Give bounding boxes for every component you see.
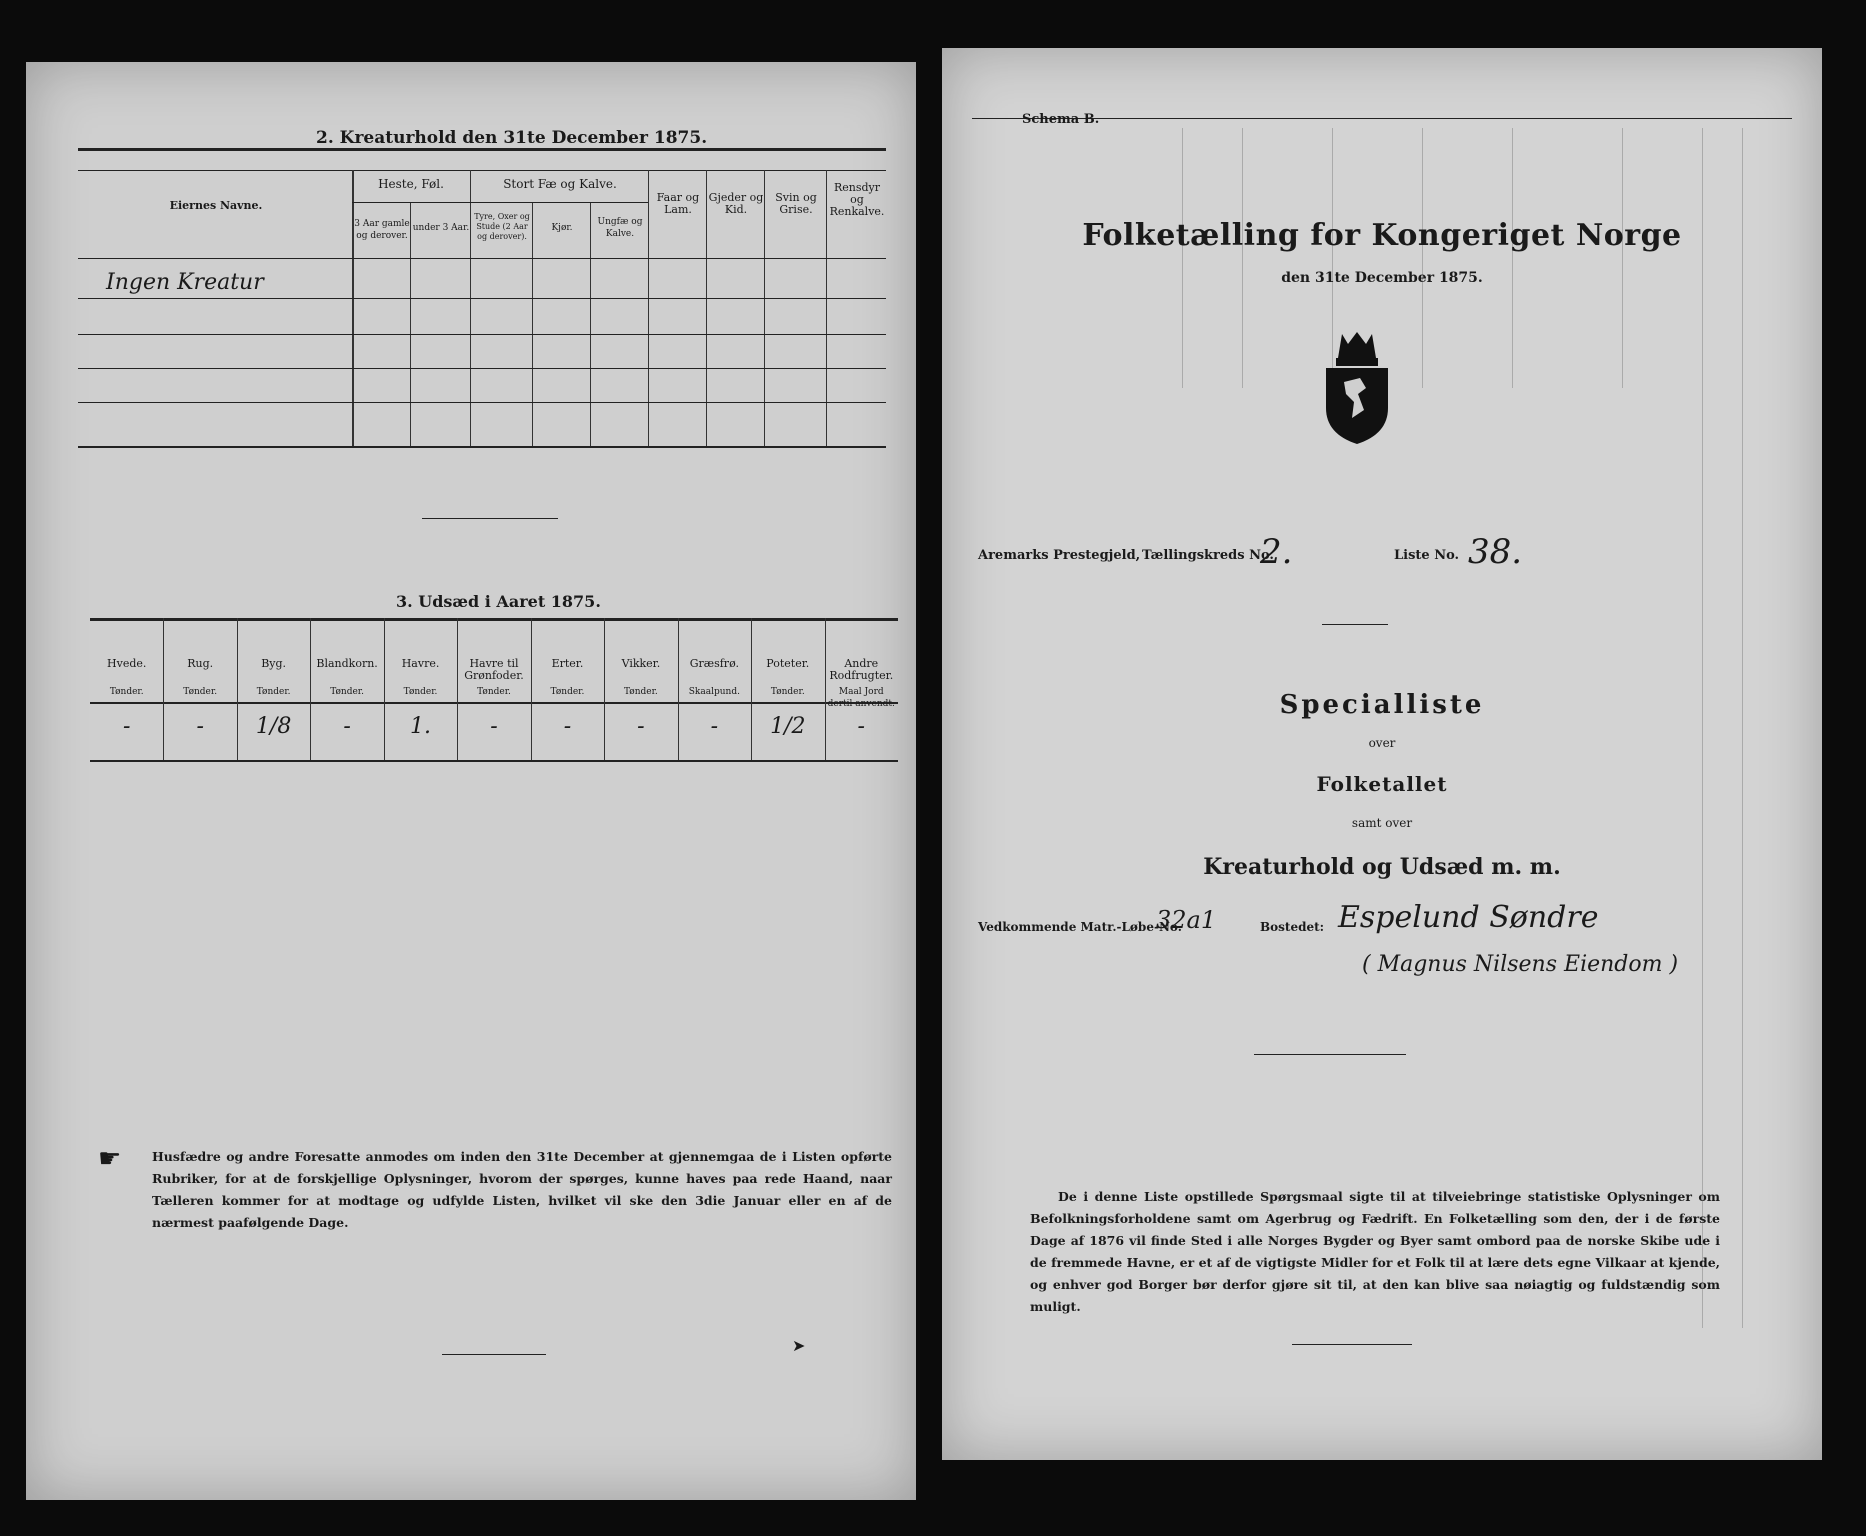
pointing-hand-icon: ☛: [98, 1144, 122, 1174]
udsaed-header-4: Havre.: [401, 657, 440, 670]
udsaed-value-4: 1.: [410, 714, 432, 739]
folketallet-title: Folketallet: [1316, 772, 1448, 796]
ghost-line: [1742, 128, 1743, 1328]
section2-top-rule: [78, 148, 886, 151]
sheep-header: Faar og Lam.: [656, 191, 700, 216]
cattle-sub3: Ungfæ og Kalve.: [597, 217, 643, 239]
kreaturhold-title: Kreaturhold og Udsæd m. m.: [1203, 854, 1561, 880]
udsaed-header-2: Byg.: [261, 657, 287, 670]
udsaed-header-0: Hvede.: [107, 657, 147, 670]
udsaed-unit-8: Skaalpund.: [688, 687, 740, 697]
udsaed-header-1: Rug.: [187, 657, 214, 670]
arrow-icon: ➤: [792, 1336, 806, 1355]
separator: [442, 1354, 546, 1355]
matr-label: Vedkommende Matr.-Løbe-No.: [978, 920, 1182, 934]
udsaed-header-7: Vikker.: [621, 657, 661, 670]
kreds-value: 2.: [1260, 532, 1293, 572]
kreds-label: Tællingskreds No.: [1142, 548, 1274, 563]
ghost-line: [1422, 128, 1423, 388]
udsaed-value-8: -: [710, 714, 719, 739]
row-line: [78, 298, 886, 299]
udsaed-header-10: Andre Rodfrugter.: [829, 657, 894, 682]
udsaed-unit-7: Tønder.: [624, 687, 658, 697]
udsaed-unit-1: Tønder.: [183, 687, 218, 697]
udsaed-header-5: Havre til Grønfoder.: [464, 657, 524, 682]
goats-header: Gjeder og Kid.: [708, 191, 764, 216]
bosted-label: Bostedet:: [1260, 920, 1325, 934]
section3-top-rule: [90, 618, 898, 621]
udsaed-unit-10: Maal Jord dertil anvendt.: [827, 687, 895, 709]
udsaed-unit-4: Tønder.: [403, 687, 438, 697]
udsaed-value-2: 1/8: [255, 714, 292, 739]
udsaed-unit-5: Tønder.: [477, 687, 511, 697]
row-line: [78, 334, 886, 335]
udsaed-header-3: Blandkorn.: [316, 657, 378, 670]
liste-label: Liste No.: [1394, 548, 1460, 563]
row-line: [78, 258, 886, 259]
bosted-note: ( Magnus Nilsens Eiendom ): [1362, 952, 1679, 977]
udsaed-value-7: -: [637, 714, 645, 739]
over-label: over: [1368, 736, 1396, 750]
separator: [422, 518, 558, 519]
census-subtitle: den 31te December 1875.: [1281, 270, 1483, 286]
horses-header: Heste, Føl.: [378, 177, 444, 191]
col-line: [410, 202, 411, 446]
section3-title: 3. Udsæd i Aaret 1875.: [396, 592, 601, 611]
udsaed-value-6: -: [563, 714, 572, 739]
col-line: [352, 170, 354, 446]
notice-text: Husfædre og andre Foresatte anmodes om inden den 31te December at gjennemgaa de i Listen opførte Rubriker, for at de forskjellige Oplysninger, hvorom der spørges, kunne haves paa rede Haand, naar Tælleren kommer for at modtage og udfylde Listen, hvilket vil ske den 3die Januar eller en af de nærmest paafølgende Dage.: [152, 1149, 892, 1230]
coat-of-arms-icon: [1320, 328, 1394, 448]
row-line: [78, 402, 886, 403]
cattle-sub2: Kjør.: [551, 223, 573, 233]
udsaed-value-0: -: [123, 714, 131, 739]
section3-header-rule: [90, 702, 898, 704]
cattle-subheader-rule: [352, 202, 648, 203]
ghost-line: [1242, 128, 1243, 388]
separator: [1292, 1344, 1412, 1345]
udsaed-value-3: -: [343, 714, 351, 739]
bosted-value: Espelund Søndre: [1338, 900, 1599, 935]
owners-header: Eiernes Navne.: [169, 199, 263, 212]
col-line: [648, 170, 649, 446]
census-title: Folketælling for Kongeriget Norge: [1082, 218, 1682, 253]
col-line: [590, 202, 591, 446]
samt-over-label: samt over: [1351, 816, 1413, 830]
ghost-line: [1702, 128, 1703, 1328]
udsaed-unit-6: Tønder.: [550, 687, 585, 697]
cattle-sub1: Tyre, Oxer og Stude (2 Aar og derover).: [474, 212, 530, 241]
right-page: [942, 48, 1822, 1460]
udsaed-header-9: Poteter.: [766, 657, 810, 670]
owner-entry: Ingen Kreatur: [106, 270, 264, 295]
col-line: [706, 170, 707, 446]
separator: [1254, 1054, 1406, 1055]
udsaed-value-1: -: [196, 714, 204, 739]
udsaed-header-6: Erter.: [551, 657, 584, 670]
prestegjeld-label: Aremarks Prestegjeld,: [978, 548, 1141, 563]
cattle-header: Stort Fæ og Kalve.: [503, 177, 617, 191]
col-line: [532, 202, 533, 446]
reindeer-header: Rensdyr og Renkalve.: [829, 181, 885, 218]
row-line: [78, 368, 886, 369]
ghost-line: [1512, 128, 1513, 388]
section2-title: 2. Kreaturhold den 31te December 1875.: [316, 128, 708, 148]
horses-sub2: under 3 Aar.: [412, 223, 470, 233]
ghost-line: [1622, 128, 1623, 388]
matr-value: 32a1: [1156, 906, 1217, 934]
udsaed-value-10: -: [857, 714, 865, 739]
udsaed-unit-3: Tønder.: [330, 687, 364, 697]
udsaed-unit-2: Tønder.: [256, 687, 291, 697]
col-line: [764, 170, 765, 446]
horses-sub1: 3 Aar gamle og derover.: [354, 219, 410, 241]
schema-label: Schema B.: [1022, 112, 1100, 127]
section2-bottom-rule: [78, 446, 886, 448]
specialliste-title: Specialliste: [1279, 690, 1485, 720]
udsaed-unit-0: Tønder.: [109, 687, 144, 697]
udsaed-value-5: -: [490, 714, 498, 739]
ghost-line: [1182, 128, 1183, 388]
info-paragraph: De i denne Liste opstillede Spørgsmaal sigte til at tilveiebringe statistiske Oplysninger om Befolkningsforholdene samt om Agerbrug og Fædrift. En Folketælling som den, der i de første Dage af 1876 vil finde Sted i alle Norges Bygder og Byer samt ombord paa de norske Skibe ude i de fremmede Havne, er et af de vigtigste Midler for et Folk til at lære dets egne Vilkaar at kjende, og enhver god Borger bør derfor gjøre sit til, at den kan blive saa nøiagtig og fuldstændig som muligt.: [1030, 1189, 1720, 1314]
section3-bottom-rule: [90, 760, 898, 762]
pigs-header: Svin og Grise.: [775, 191, 817, 216]
udsaed-value-9: 1/2: [770, 714, 806, 739]
udsaed-unit-9: Tønder.: [770, 687, 805, 697]
liste-value: 38.: [1468, 532, 1523, 572]
col-line: [826, 170, 827, 446]
left-page: [26, 62, 916, 1500]
udsaed-header-8: Græsfrø.: [689, 657, 739, 670]
col-line: [470, 170, 471, 446]
separator: [1322, 624, 1388, 625]
